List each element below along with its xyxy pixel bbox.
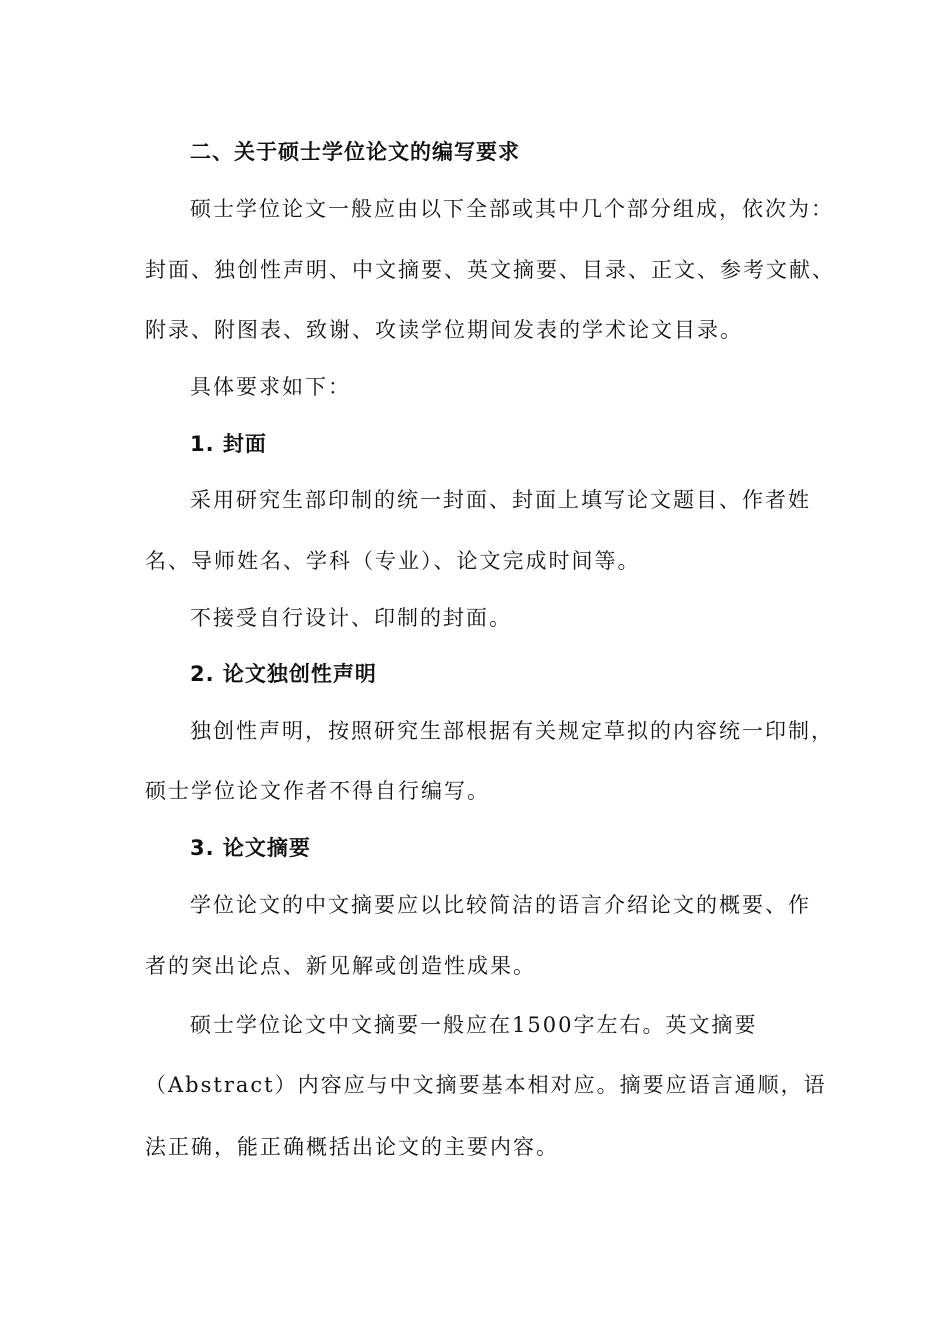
heading-originality-statement: 2. 论文独创性声明 bbox=[190, 662, 377, 686]
cover-line-1: 采用研究生部印制的统一封面、封面上填写论文题目、作者姓 bbox=[190, 488, 811, 512]
abstract-line-5: 法正确，能正确概括出论文的主要内容。 bbox=[145, 1135, 559, 1159]
heading-abstract: 3. 论文摘要 bbox=[190, 836, 311, 860]
originality-line-1: 独创性声明，按照研究生部根据有关规定草拟的内容统一印制， bbox=[190, 719, 834, 743]
section-title: 二、关于硕士学位论文的编写要求 bbox=[190, 140, 520, 164]
intro-line-1: 硕士学位论文一般应由以下全部或其中几个部分组成，依次为： bbox=[190, 197, 834, 221]
originality-line-2: 硕士学位论文作者不得自行编写。 bbox=[145, 779, 490, 803]
abstract-line-1: 学位论文的中文摘要应以比较简洁的语言介绍论文的概要、作 bbox=[190, 893, 811, 917]
abstract-line-2: 者的突出论点、新见解或创造性成果。 bbox=[145, 954, 536, 978]
intro-line-2: 封面、独创性声明、中文摘要、英文摘要、目录、正文、参考文献、 bbox=[145, 258, 835, 282]
intro-line-3: 附录、附图表、致谢、攻读学位期间发表的学术论文目录。 bbox=[145, 318, 743, 342]
abstract-line-3: 硕士学位论文中文摘要一般应在1500字左右。英文摘要 bbox=[190, 1013, 758, 1037]
cover-line-3: 不接受自行设计、印制的封面。 bbox=[190, 606, 512, 630]
abstract-line-4: （Abstract）内容应与中文摘要基本相对应。摘要应语言通顺，语 bbox=[145, 1073, 827, 1097]
heading-cover: 1. 封面 bbox=[190, 432, 267, 456]
requirements-intro: 具体要求如下： bbox=[190, 375, 351, 399]
cover-line-2: 名、导师姓名、学科（专业）、论文完成时间等。 bbox=[145, 549, 641, 573]
